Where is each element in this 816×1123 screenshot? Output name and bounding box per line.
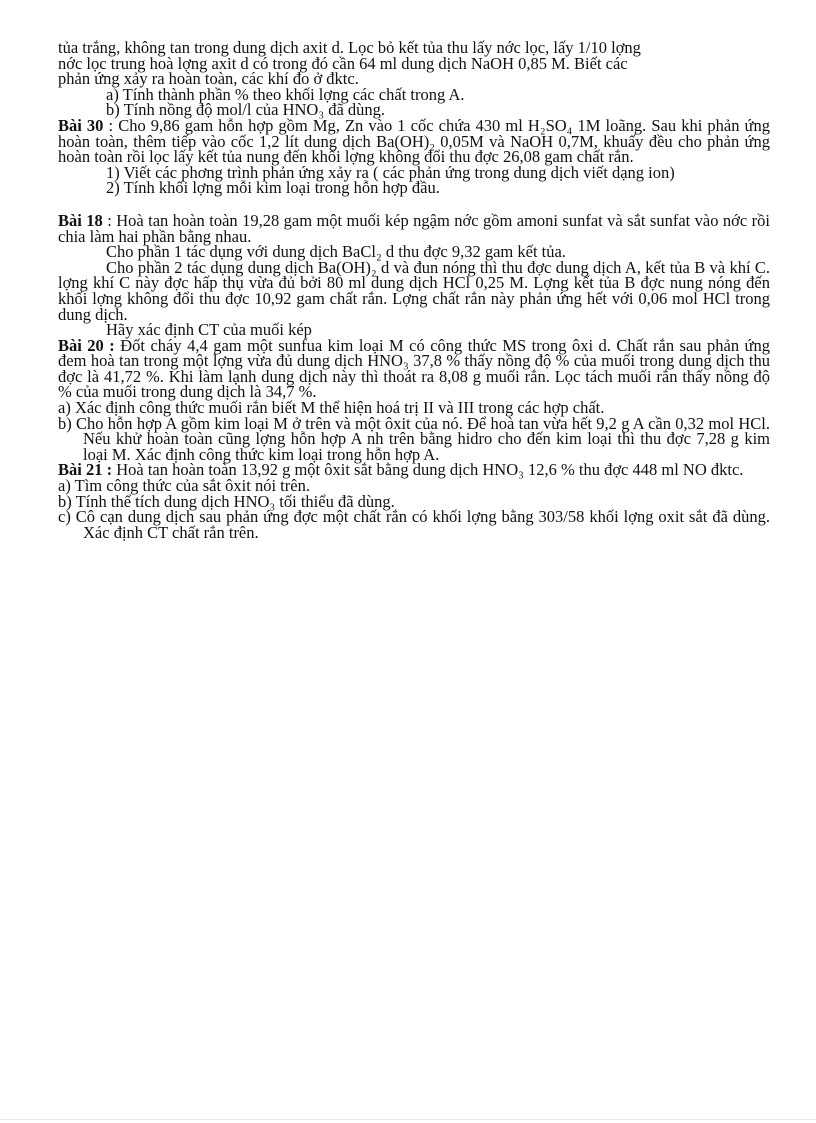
page-bottom-divider (0, 1119, 816, 1120)
prev-problem-question-b: b) Tính nồng độ mol/l của HNO₃ đã dùng. (106, 100, 386, 120)
problem-30-question-1: 1) Viết các phơng trình phản ứng xảy ra ( các phản ứng trong dung dịch viết dạng ion) (106, 162, 675, 182)
problem-18-label: Bài 18 (58, 210, 103, 230)
prev-problem-line-1: tủa trắng, không tan trong dung dịch axit d. Lọc bỏ kết tủa thu lấy nớc lọc, lấy 1/10 lợng (58, 38, 641, 57)
problem-18-question: Hãy xác định CT của muối kép (106, 320, 312, 340)
prev-problem-line-2: nớc lọc trung hoà lợng axit d có trong đó cần 64 ml dung dịch NaOH 0,85 M. Biết các (58, 53, 628, 73)
problem-30-label: Bài 30 (58, 115, 104, 135)
problem-18-part-1: Cho phần 1 tác dụng với dung dịch BaCl₂ d thu đợc 9,32 gam kết tủa. (106, 242, 566, 262)
problem-21-question-b: b) Tính thể tích dung dịch HNO₃ tối thiểu đã dùng. (58, 491, 395, 511)
problem-18-text: : Hoà tan hoàn toàn 19,28 gam một muối kép ngậm nớc gồm amoni sunfat và sắt sunfat vào nớc rồi chia làm hai phần bằng nhau. (58, 210, 770, 246)
problem-18 (58, 210, 770, 246)
problem-20-question-a: a) Xác định công thức muối rắn biết M thể hiện hoá trị II và III trong các hợp chất. (58, 398, 605, 418)
problem-30 (58, 115, 770, 167)
problem-20 (58, 335, 770, 402)
problem-21-label: Bài 21 : (58, 460, 113, 480)
problem-21-question-c: c) Cô cạn dung dịch sau phản ứng đợc một chất rắn có khối lợng bằng 303/58 khối lợng oxit sắt đã dùng. Xác định CT chất rắn trên. (58, 507, 770, 542)
problem-30-question-2: 2) Tính khối lợng mỗi kim loại trong hỗn hợp đầu. (106, 178, 440, 198)
problem-21-text: Hoà tan hoàn toàn 13,92 g một ôxit sắt bằng dung dịch HNO₃ 12,6 % thu đợc 448 ml NO đktc. (112, 460, 744, 480)
prev-problem-line-3: phản ứng xảy ra hoàn toàn, các khí đo ở đktc. (58, 69, 359, 89)
problem-20-question-b: b) Cho hỗn hợp A gồm kim loại M ở trên và một ôxit của nó. Để hoà tan vừa hết 9,2 g A cần 0,32 mol HCl. Nếu khử hoàn toàn cũng lợng hỗn hợp A nh trên bằng hidro cho đến kim loại thì thu đợc 7,28 g kim loại M. Xác định công thức kim loại trong hỗn hợp A. (58, 413, 770, 464)
document-page (58, 40, 770, 540)
problem-20-label: Bài 20 : (58, 335, 115, 355)
problem-21-question-a: a) Tìm công thức của sắt ôxit nói trên. (58, 476, 310, 496)
problem-30-text: : Cho 9,86 gam hỗn hợp gồm Mg, Zn vào 1 cốc chứa 430 ml H₂SO₄ 1M loãng. Sau khi phản ứng hoàn toàn, thêm tiếp vào cốc 1,2 lít dung dịch Ba(OH)₂ 0,05M và NaOH 0,7M, khuấy đều cho phản ứng hoàn toàn rồi lọc lấy kết tủa nung đến khối lợng không đổi thu đợc 26,08 gam chất rắn. (58, 115, 770, 167)
problem-20-text: Đốt cháy 4,4 gam một sunfua kim loại M có công thức MS trong ôxi d. Chất rắn sau phản ứng đem hoà tan trong một lợng vừa đủ dung dịch HNO₃ 37,8 % thấy nồng độ % của muối trong dung dịch thu đợc là 41,72 %. Khi làm lạnh dung dịch này thì thoát ra 8,08 g muối rắn. Lọc tách muối rắn thấy nồng độ % của muối trong dung dịch là 34,7 %. (58, 335, 770, 402)
prev-problem-question-a: a) Tính thành phần % theo khối lợng các chất trong A. (106, 84, 465, 104)
problem-18-part-2: Cho phần 2 tác dụng dung dịch Ba(OH)₂ d và đun nóng thì thu đợc dung dịch A, kết tủa B và khí C. lợng khí C này đợc hấp thụ vừa đủ bởi 80 ml dung dịch HCl 0,25 M. Lợng kết tủa B đợc nung nóng đến khối lợng không đổi thu đợc 10,92 gam chất rắn. Lợng chất rắn này phản ứng hết với 0,06 mol HCl trong dung dịch. (58, 257, 770, 324)
